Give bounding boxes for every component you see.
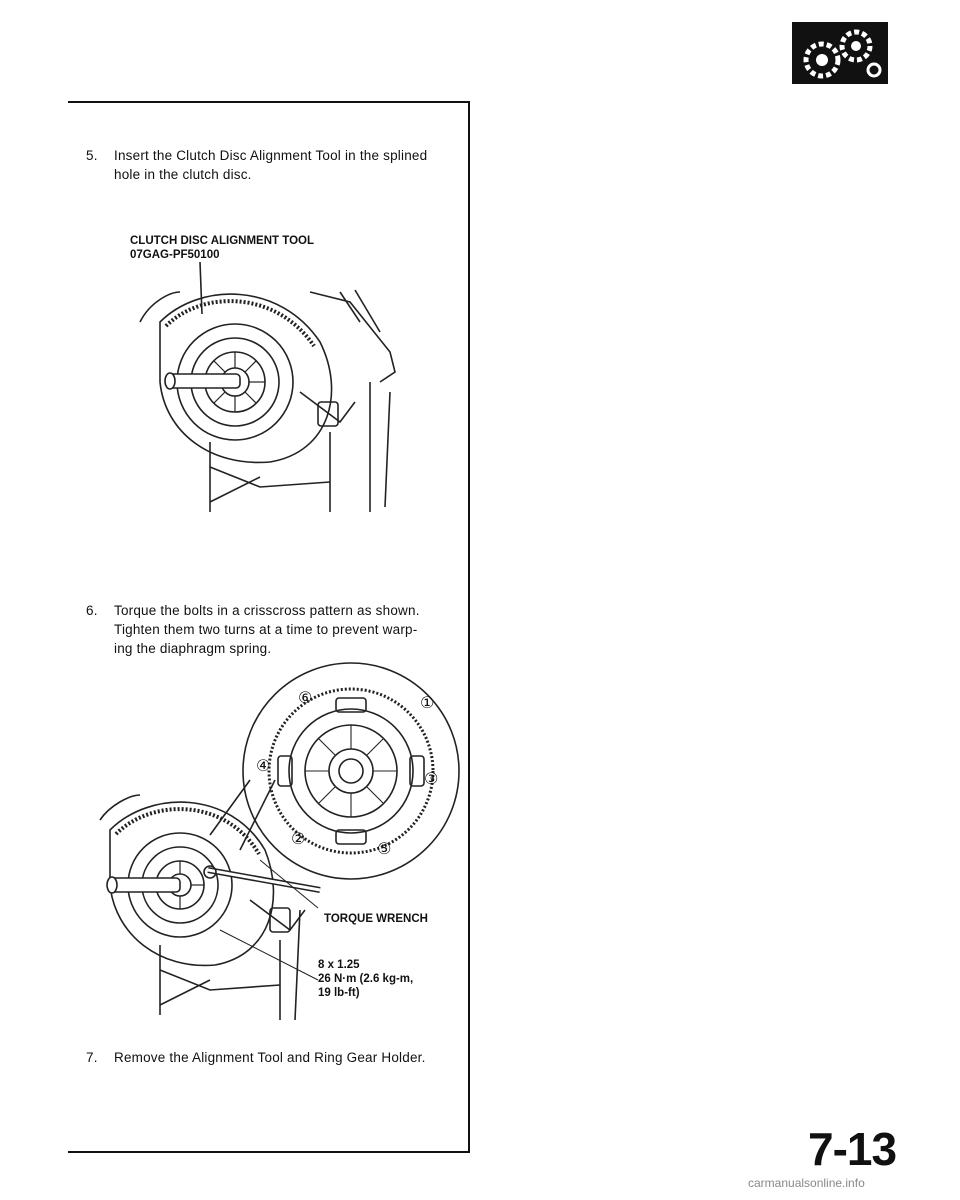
engine-gears-icon (792, 22, 888, 84)
torque-imperial-label: 19 lb-ft) (318, 987, 360, 999)
step-number: 5. (86, 148, 98, 163)
step-text-line: Tighten them two turns at a time to prevent warp- (114, 622, 418, 637)
bolt-number-1: ① (420, 695, 435, 712)
step-text-line: ing the diaphragm spring. (114, 641, 272, 656)
frame-right-rule (468, 101, 470, 1153)
step-text-line: Torque the bolts in a crisscross pattern as shown. (114, 603, 420, 618)
bolt-number-2: ② (291, 831, 306, 848)
torque-metric-label: 26 N·m (2.6 kg-m, (318, 973, 414, 985)
step-number: 7. (86, 1050, 98, 1065)
bolt-number-6: ⑥ (298, 690, 313, 707)
bolt-number-4: ④ (256, 758, 271, 775)
bolt-size-label: 8 x 1.25 (318, 959, 360, 971)
step-number: 6. (86, 603, 98, 618)
watermark-footer: carmanualsonline.info (748, 1176, 865, 1190)
frame-top-rule (68, 101, 470, 103)
tool-part-number-label: 07GAG-PF50100 (130, 249, 220, 261)
clutch-alignment-illustration (140, 262, 420, 532)
frame-bottom-rule (68, 1151, 470, 1153)
torque-wrench-illustration (100, 780, 330, 1030)
bolt-number-5: ⑤ (377, 841, 392, 858)
step-text: Remove the Alignment Tool and Ring Gear Holder. (114, 1050, 426, 1065)
page-number: 7-13 (808, 1123, 897, 1175)
tool-name-label: CLUTCH DISC ALIGNMENT TOOL (130, 235, 314, 247)
step-text-line: Insert the Clutch Disc Alignment Tool in the splined (114, 148, 428, 163)
step-text-line: hole in the clutch disc. (114, 167, 252, 182)
torque-wrench-label: TORQUE WRENCH (324, 913, 428, 925)
bolt-number-3: ③ (424, 771, 439, 788)
